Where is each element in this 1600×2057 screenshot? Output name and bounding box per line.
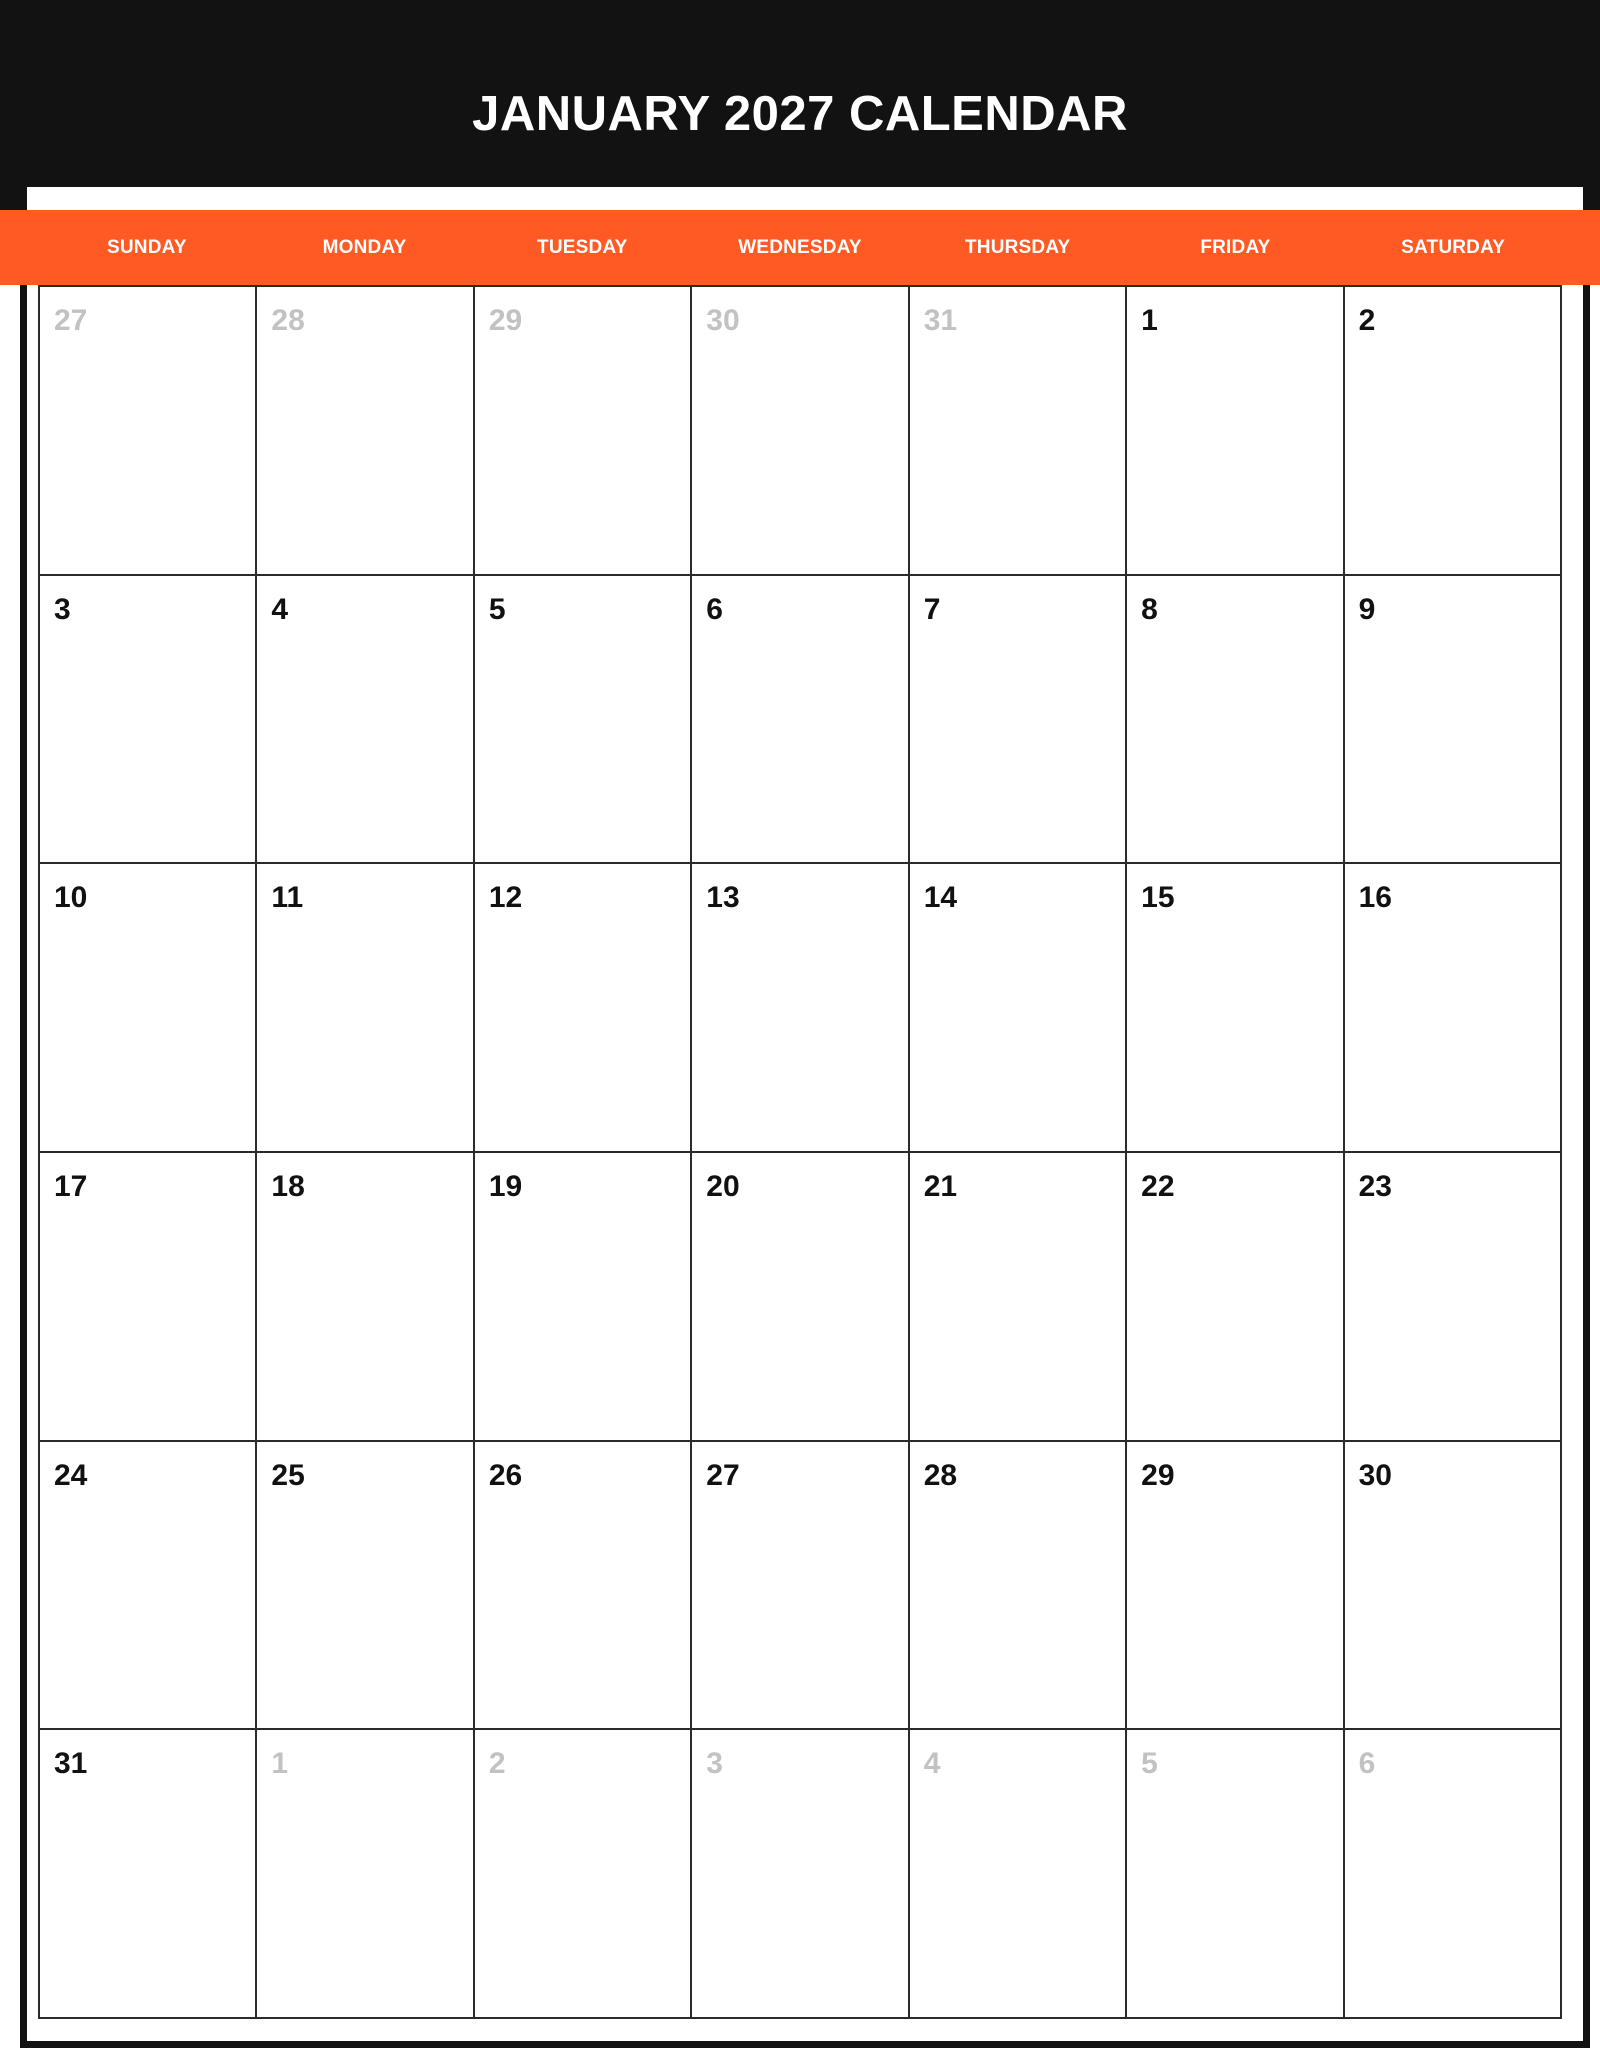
calendar-day-cell[interactable] [40,1730,257,2019]
weekday-saturday: SATURDAY [1401,236,1506,258]
calendar-day-cell[interactable] [257,576,474,865]
day-number: 10 [54,881,88,915]
calendar-day-cell[interactable] [40,1442,257,1731]
calendar-day-cell[interactable] [692,576,909,865]
calendar-day-cell[interactable] [910,1442,1127,1731]
day-number: 29 [488,304,523,337]
day-number: 30 [1358,1458,1392,1492]
calendar-day-cell[interactable] [257,864,474,1153]
calendar-day-cell[interactable] [910,864,1127,1153]
calendar-day-cell[interactable] [475,576,692,865]
calendar-day-cell[interactable] [692,1153,909,1442]
day-number: 18 [271,1169,305,1203]
day-number: 9 [1358,592,1376,626]
calendar-day-cell[interactable] [40,576,257,865]
calendar-day-cell[interactable] [910,1153,1127,1442]
day-number: 28 [271,304,305,337]
day-number: 4 [923,1747,941,1781]
calendar-day-cell-outside-month[interactable] [692,1730,909,2019]
day-number: 6 [706,592,723,626]
calendar-day-cell[interactable] [910,576,1127,865]
calendar-day-cell-outside-month[interactable] [257,1730,474,2019]
day-number: 3 [706,1747,723,1781]
day-number: 2 [488,1747,506,1781]
day-number: 12 [488,881,523,915]
calendar-day-cell-outside-month[interactable] [257,287,474,576]
calendar-day-cell[interactable] [1127,287,1344,576]
calendar-day-cell[interactable] [1127,576,1344,865]
calendar-day-cell[interactable] [475,864,692,1153]
day-number: 20 [706,1169,740,1203]
day-number: 13 [706,881,740,915]
calendar-day-cell[interactable] [475,1442,692,1731]
day-number: 31 [54,1747,88,1781]
calendar-day-cell-outside-month[interactable] [1345,1730,1562,2019]
day-number: 19 [488,1169,523,1203]
day-number: 5 [488,592,506,626]
calendar-day-cell[interactable] [1345,287,1562,576]
calendar-day-cell[interactable] [257,1153,474,1442]
day-number: 3 [54,592,71,626]
day-number: 7 [923,592,941,626]
calendar-grid [38,285,1562,2019]
day-number: 1 [1141,304,1158,337]
day-number: 11 [271,881,304,915]
calendar-day-cell-outside-month[interactable] [40,287,257,576]
calendar-day-cell-outside-month[interactable] [910,1730,1127,2019]
calendar-day-cell-outside-month[interactable] [692,287,909,576]
day-number: 16 [1358,881,1392,915]
calendar-day-cell-outside-month[interactable] [475,287,692,576]
day-number: 30 [706,304,740,337]
weekday-tuesday: TUESDAY [537,236,628,258]
calendar-day-cell[interactable] [1345,576,1562,865]
day-number: 27 [706,1458,740,1492]
calendar-day-cell[interactable] [1345,864,1562,1153]
calendar-day-cell[interactable] [475,1153,692,1442]
day-number: 14 [923,881,958,915]
calendar-day-cell[interactable] [257,1442,474,1731]
day-number: 27 [54,304,88,337]
day-number: 22 [1141,1169,1175,1203]
day-number: 21 [923,1169,958,1203]
calendar-day-cell[interactable] [1127,1153,1344,1442]
day-number: 31 [923,304,958,337]
weekday-friday: FRIDAY [1200,236,1271,258]
day-number: 17 [54,1169,88,1203]
calendar-day-cell[interactable] [40,864,257,1153]
day-number: 2 [1358,304,1376,337]
day-number: 4 [271,592,289,626]
day-number: 5 [1141,1747,1158,1781]
weekday-thursday: THURSDAY [964,236,1071,258]
day-number: 23 [1358,1169,1392,1203]
day-number: 24 [54,1458,88,1492]
calendar-day-cell[interactable] [1127,864,1344,1153]
calendar-day-cell-outside-month[interactable] [475,1730,692,2019]
calendar-day-cell[interactable] [692,864,909,1153]
day-number: 26 [488,1458,523,1492]
day-number: 6 [1358,1747,1376,1781]
calendar-day-cell[interactable] [692,1442,909,1731]
calendar-day-cell[interactable] [40,1153,257,1442]
weekday-sunday: SUNDAY [107,236,187,258]
calendar-title: JANUARY 2027 CALENDAR [472,87,1128,141]
weekday-header-row [38,210,1562,285]
calendar-day-cell-outside-month[interactable] [1127,1730,1344,2019]
calendar-day-cell[interactable] [1127,1442,1344,1731]
calendar-day-cell[interactable] [1345,1153,1562,1442]
day-number: 1 [271,1747,289,1781]
day-number: 15 [1141,881,1175,915]
day-number: 29 [1141,1458,1175,1492]
weekday-wednesday: WEDNESDAY [738,236,862,258]
calendar-day-cell[interactable] [1345,1442,1562,1731]
calendar-day-cell-outside-month[interactable] [910,287,1127,576]
day-number: 8 [1141,592,1158,626]
day-number: 25 [271,1458,305,1492]
day-number: 28 [923,1458,958,1492]
weekday-monday: MONDAY [322,236,407,258]
